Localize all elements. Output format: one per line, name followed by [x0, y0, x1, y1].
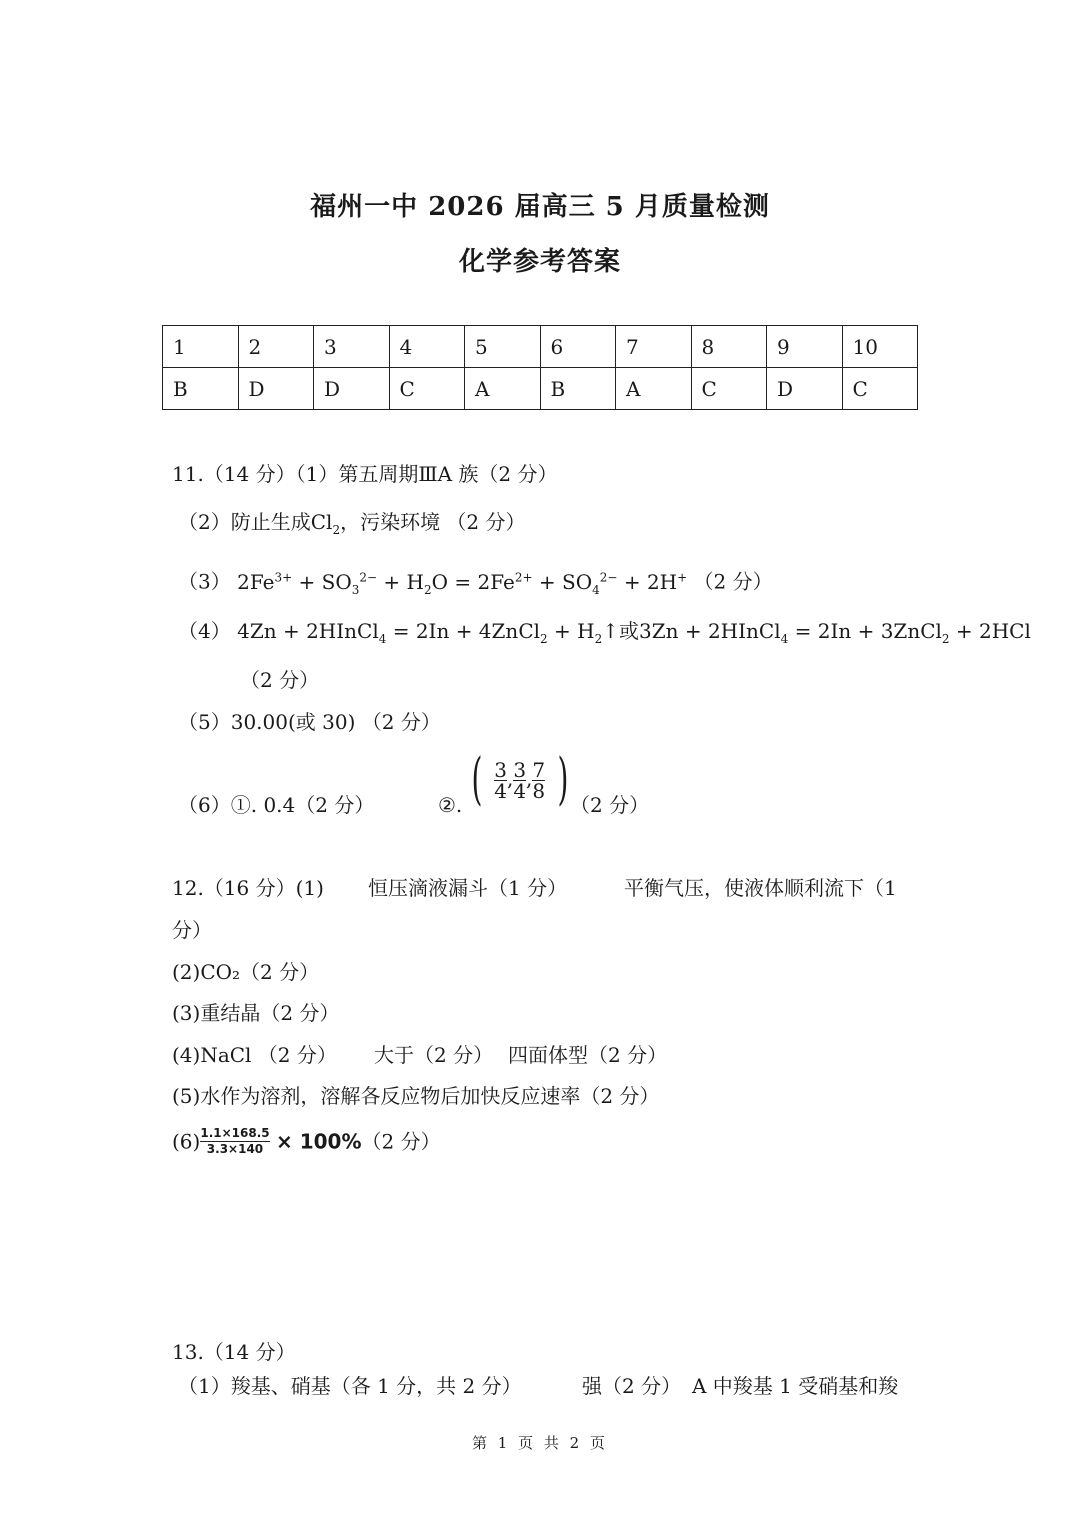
q12-l1-c: 平衡气压，使液体顺利流下（1: [624, 876, 897, 900]
table-row-answers: [163, 368, 918, 410]
table-cell: A: [465, 368, 541, 410]
q11-l6-a: （6）①. 0.4（2 分）: [178, 793, 375, 817]
table-cell: B: [163, 368, 239, 410]
table-cell: 1: [163, 326, 239, 368]
q13-l2-c: A 中羧基 1 受硝基和羧: [692, 1374, 899, 1398]
left-paren: (: [471, 747, 483, 812]
q11-line1: 11.（14 分）（1）第五周期ⅢA 族（2 分）: [172, 462, 558, 486]
right-paren: ): [556, 747, 568, 812]
coordinate-fraction: ( $\frac{3}{4}$ , $\frac{3}{4}$ , $\frac{7}{8}$ ): [471, 747, 568, 812]
q11-l3-score: （2 分）: [693, 569, 773, 594]
q11-line5: （5）30.00(或 30) （2 分）: [178, 710, 441, 734]
q12-l1-cont: 分）: [172, 918, 212, 942]
table-cell: 9: [767, 326, 843, 368]
q12-l6-score: （2 分）: [361, 1129, 441, 1154]
q11-line2: [178, 510, 526, 542]
table-cell: D: [314, 368, 390, 410]
equation-4b: 3Zn + 2HInCl$_4$ = 2In + 3ZnCl$_2$ + 2HCl: [638, 619, 1031, 646]
q12-line2: (2)CO₂（2 分）: [172, 960, 320, 984]
q11-l2-pre: （2）防止生成: [178, 510, 311, 534]
q11-line3: [178, 565, 773, 602]
page-title: 福州一中 2026 届高三 5 月质量检测: [310, 192, 770, 222]
table-cell: 10: [842, 326, 918, 368]
fraction-3: $\frac{7}{8}$: [532, 757, 546, 803]
equation-3: $2Fe^{3+} + SO_3^{2-} + H_2O = 2Fe^{2+} + SO_4^{2-} + 2H^+$: [237, 569, 688, 597]
q11-l6-b: ②.: [438, 793, 463, 817]
table-cell: 7: [616, 326, 692, 368]
page-footer: 第 1 页 共 2 页: [472, 1434, 608, 1452]
table-cell: 2: [238, 326, 314, 368]
q11-l4-score: （2 分）: [240, 668, 320, 692]
fraction-2: $\frac{3}{4}$: [513, 757, 527, 803]
q12-l6-mult: × 100%: [275, 1129, 362, 1154]
table-cell: A: [616, 368, 692, 410]
q13-l2-b: 强（2 分）: [582, 1374, 682, 1398]
q11-l4-label: （4）: [178, 619, 231, 643]
q13-line1: 13.（14 分）: [172, 1340, 296, 1364]
q13-l2-a: （1）羧基、硝基（各 1 分，共 2 分）: [178, 1374, 522, 1398]
q11-l2-post: ，污染环境 （2 分）: [340, 510, 526, 534]
q11-line4: [178, 619, 1031, 651]
table-cell: 8: [691, 326, 767, 368]
q12-l6-label: (6): [172, 1129, 201, 1154]
q12-l4-a: (4)NaCl （2 分）: [172, 1043, 337, 1067]
q11-l3-label: （3）: [178, 569, 231, 594]
fraction-1: $\frac{3}{4}$: [494, 757, 507, 803]
table-cell: D: [238, 368, 314, 410]
q12-l1-b: 恒压滴液漏斗（1 分）: [368, 876, 568, 900]
q12-l4-b: 大于（2 分）: [374, 1043, 494, 1067]
q11-l4-or: 或: [618, 619, 639, 643]
table-cell: B: [540, 368, 616, 410]
q12-l1-a: 12.（16 分）(1): [172, 876, 324, 900]
table-cell: D: [767, 368, 843, 410]
formula-cl2: $Cl_2$: [310, 510, 341, 537]
table-cell: C: [389, 368, 465, 410]
table-row-numbers: [163, 326, 918, 368]
q12-line5: (5)水作为溶剂，溶解各反应物后加快反应速率（2 分）: [172, 1084, 660, 1108]
equation-4a: 4Zn + 2HInCl$_4$ = 2In + 4ZnCl$_2$ + $H_2↑$: [237, 619, 619, 646]
q11-l6-score: （2 分）: [570, 793, 650, 817]
table-cell: 3: [314, 326, 390, 368]
answer-table: [162, 325, 918, 410]
table-cell: 6: [540, 326, 616, 368]
table-cell: 4: [389, 326, 465, 368]
q12-line6: [172, 1126, 441, 1157]
q12-l4-c: 四面体型（2 分）: [508, 1043, 668, 1067]
yield-fraction: $\frac{1.1\times 168.5}{3.3\times 140}$: [200, 1126, 270, 1156]
table-cell: 5: [465, 326, 541, 368]
q12-line3: (3)重结晶（2 分）: [172, 1001, 340, 1025]
page-subtitle: 化学参考答案: [458, 247, 621, 277]
table-cell: C: [842, 368, 918, 410]
table-cell: C: [691, 368, 767, 410]
